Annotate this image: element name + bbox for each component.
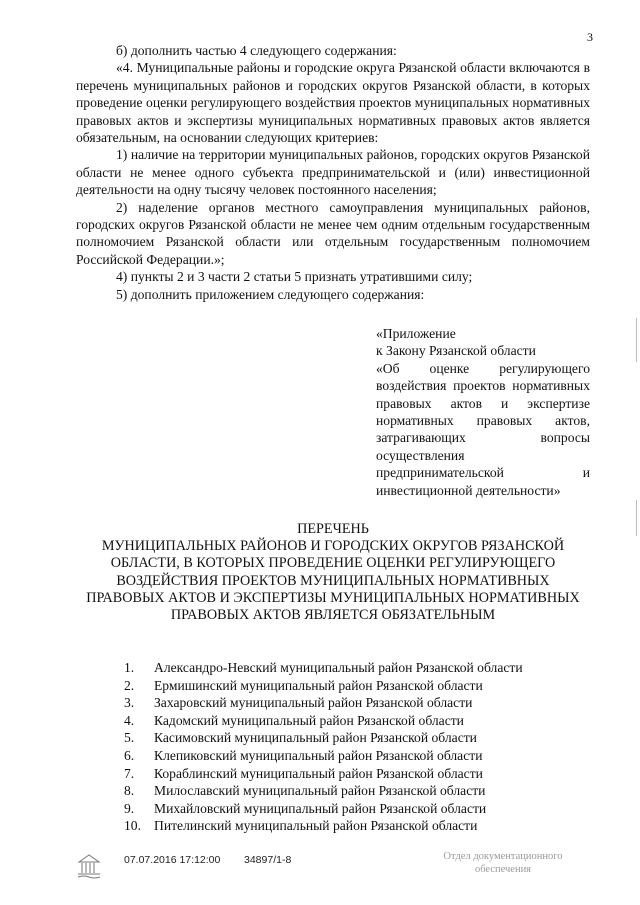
item-name: Кораблинский муниципальный район Рязанской области (154, 765, 483, 781)
item-number: 5. (124, 730, 135, 746)
appendix-line: к Закону Рязанской области (376, 343, 536, 359)
item-name: Ермишинский муниципальный район Рязанской области (154, 677, 483, 693)
list-title (76, 521, 590, 624)
list-item (124, 694, 584, 712)
appendix-header (376, 325, 590, 499)
building-stamp-icon (74, 850, 104, 880)
paragraph: 2) наделение органов местного самоуправления муниципальных районов, городских округов Рязанской области не менее чем одним отдельным государственным полномочием Рязанской области или отдельным государственным полномочием Российской Федерации.»; (76, 199, 590, 267)
item-name: Касимовский муниципальный район Рязанской области (154, 730, 477, 746)
item-name: Милославский муниципальный район Рязанской области (154, 783, 486, 799)
department-stamp (428, 850, 578, 876)
appendix-title: «Об оценке регулирующего воздействия проектов нормативных правовых актов и экспертизе нормативных правовых актов, затрагивающих вопросы осуществления предпринимательской и инвестиционной деятельности» (376, 360, 590, 498)
item-number: 10. (124, 818, 141, 834)
page-number: 3 (587, 30, 593, 44)
item-number: 7. (124, 765, 135, 781)
item-number: 2. (124, 677, 135, 693)
paragraph: 4) пункты 2 и 3 части 2 статьи 5 признать утратившими силу; (116, 269, 473, 285)
body-text (76, 42, 590, 303)
title-heading: ПЕРЕЧЕНЬ (297, 521, 369, 537)
department-line: Отдел документационного (443, 851, 563, 862)
list-item (124, 800, 584, 818)
scan-edge-mark (636, 500, 637, 536)
print-timestamp: 07.07.2016 17:12:00 (124, 854, 221, 866)
list-item (124, 782, 584, 800)
document-id: 34897/1-8 (244, 854, 292, 866)
item-name: Кадомский муниципальный район Рязанской области (154, 712, 464, 728)
list-item (124, 817, 584, 835)
item-name: Захаровский муниципальный район Рязанской области (154, 695, 473, 711)
list-item (124, 729, 584, 747)
district-list (124, 659, 584, 835)
paragraph: «4. Муниципальные районы и городские округа Рязанской области включаются в перечень муниципальных районов и городских округов Рязанской области, в которых проведение оценки регулирующего воздействия проектов муниципальных нормативных правовых актов и экспертизы муниципальных нормативных правовых актов является обязательным, на основании следующих критериев: (76, 60, 590, 146)
item-name: Александро-Невский муниципальный район Рязанской области (154, 660, 523, 675)
item-number: 1. (124, 660, 135, 675)
list-item (124, 659, 584, 677)
list-item (124, 677, 584, 695)
item-name: Пителинский муниципальный район Рязанской области (154, 818, 478, 834)
item-number: 8. (124, 783, 135, 799)
item-number: 6. (124, 747, 135, 763)
list-item (124, 747, 584, 765)
page-footer (0, 844, 640, 894)
list-item (124, 765, 584, 783)
item-number: 9. (124, 800, 135, 816)
appendix-line: «Приложение (376, 326, 456, 341)
item-name: Михайловский муниципальный район Рязанской области (154, 800, 487, 816)
paragraph: 5) дополнить приложением следующего содержания: (116, 286, 425, 302)
list-item (124, 712, 584, 730)
paragraph: 1) наличие на территории муниципальных районов, городских округов Рязанской области не менее одного субъекта предпринимательской и (или) инвестиционной деятельности на одну тысячу человек постоянного населения; (76, 147, 590, 198)
scan-edge-mark (636, 318, 637, 362)
title-subheading: МУНИЦИПАЛЬНЫХ РАЙОНОВ И ГОРОДСКИХ ОКРУГОВ РЯЗАНСКОЙ ОБЛАСТИ, В КОТОРЫХ ПРОВЕДЕНИЕ ОЦЕНКИ РЕГУЛИРУЮЩЕГО ВОЗДЕЙСТВИЯ ПРОЕКТОВ МУНИЦИПАЛЬНЫХ НОРМАТИВНЫХ ПРАВОВЫХ АКТОВ И ЭКСПЕРТИЗЫ МУНИЦИПАЛЬНЫХ НОРМАТИВНЫХ ПРАВОВЫХ АКТОВ ЯВЛЯЕТСЯ ОБЯЗАТЕЛЬНЫМ (86, 538, 580, 624)
item-number: 4. (124, 712, 135, 728)
paragraph: б) дополнить частью 4 следующего содержания: (116, 43, 397, 58)
department-line: обеспечения (474, 864, 532, 875)
item-number: 3. (124, 695, 135, 711)
item-name: Клепиковский муниципальный район Рязанской области (154, 747, 483, 763)
